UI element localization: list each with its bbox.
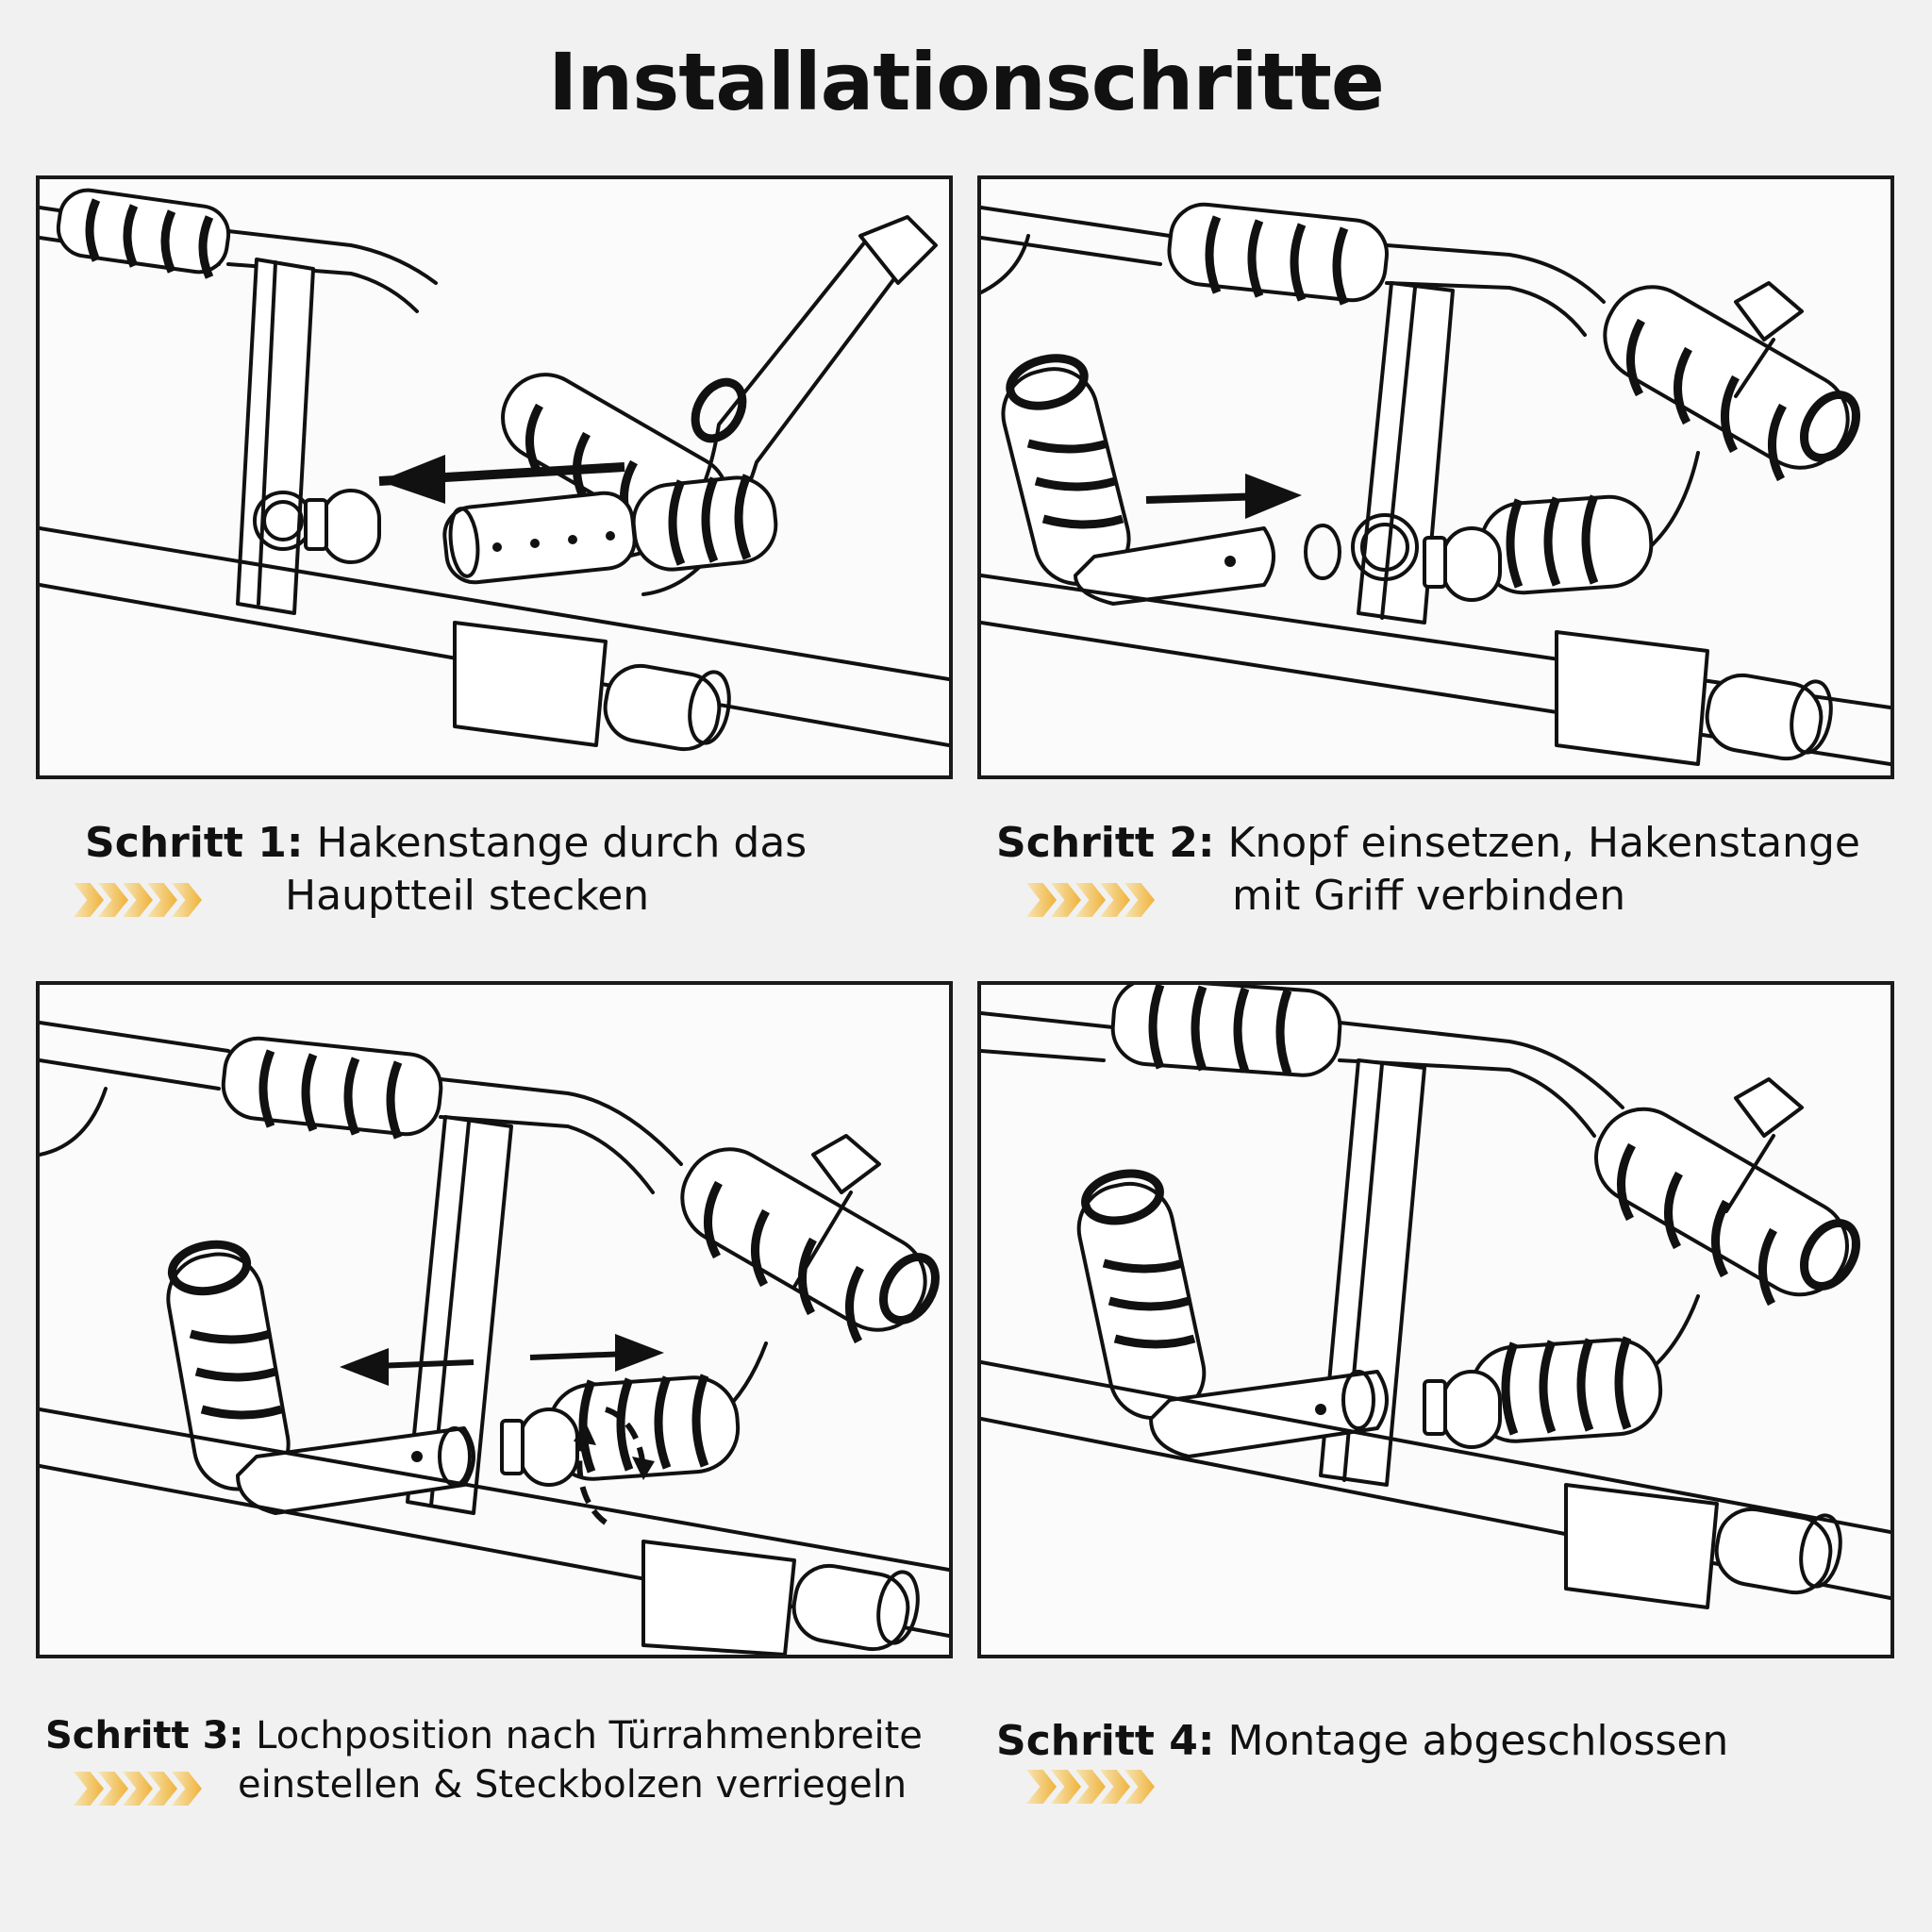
step-2-text-line2: mit Griff verbinden [1232, 872, 1626, 920]
step-1-label: Schritt 1: [85, 819, 304, 867]
hook-handle [994, 351, 1274, 604]
step-3-text-line1: Lochposition nach Türrahmenbreite [256, 1714, 923, 1757]
chevron-arrows-icon [1026, 1770, 1149, 1807]
foam-grip-right [1579, 1092, 1866, 1311]
step-3-label: Schritt 3: [45, 1714, 244, 1757]
foam-grip-top [55, 187, 232, 277]
step-1-text-line2: Hauptteil stecken [285, 872, 650, 920]
foam-grip-lower [1478, 494, 1654, 595]
step-2-label: Schritt 2: [996, 819, 1215, 867]
step-4-text-line1: Montage abgeschlossen [1227, 1717, 1729, 1765]
page-title: Installationschritte [548, 36, 1384, 128]
step-4-caption [996, 1715, 1728, 1768]
foam-grip-top [220, 1035, 444, 1138]
chevron-arrows-icon [74, 883, 196, 921]
foam-grip-right [1589, 271, 1867, 485]
chevron-arrows-icon [74, 1772, 196, 1809]
chevron-arrows-icon [1026, 883, 1149, 921]
foam-grip-right [666, 1133, 946, 1347]
foam-grip-lower [630, 474, 780, 573]
step-3-text-line2: einstellen & Steckbolzen verriegeln [238, 1763, 908, 1807]
step-4-illustration [977, 981, 1894, 1658]
step-2-text-line1: Knopf einsetzen, Hakenstange [1227, 819, 1860, 867]
step-1-illustration [36, 175, 953, 779]
step-2-illustration [977, 175, 1894, 779]
step-3-illustration [36, 981, 953, 1658]
foam-grip-top [1110, 985, 1342, 1077]
step-4-label: Schritt 4: [996, 1717, 1215, 1765]
step-1-text-line1: Hakenstange durch das [316, 819, 808, 867]
foam-grip-top [1166, 201, 1391, 304]
